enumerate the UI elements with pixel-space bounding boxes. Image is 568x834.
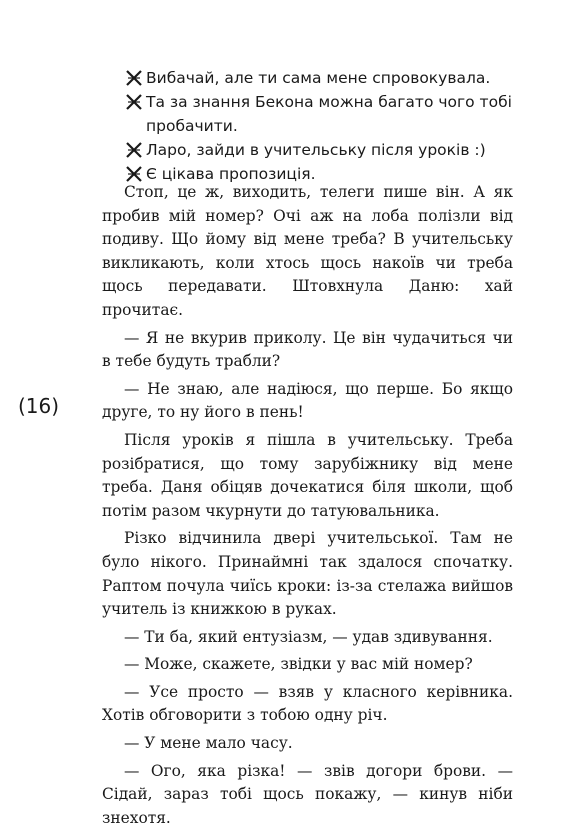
paragraph: — Ого, яка різка! — звів догори брови. — Сідай, зараз тобі щось покажу, — кинув ніби знехотя. [102,761,513,827]
message-bullet-icon [124,90,144,114]
message-text: Та за знання Бекона можна багато чого тобі пробачити. [146,93,512,135]
paragraph: Різко відчинила двері учительської. Там не було нікого. Принаймні так здалося спочатку. Раптом почула чиїсь кроки: із-за стелажа вийшов учитель із книжкою в руках. [102,529,513,619]
body-text [102,181,513,834]
paragraph: — У мене мало часу. [124,734,293,753]
paragraph: — Я не вкурив приколу. Це він чудачиться чи в тебе будуть трабли? [102,328,513,371]
message-line [124,90,534,138]
paragraph: Стоп, це ж, виходить, телеги пише він. А як пробив мій номер? Очі аж на лоба полізли від подиву. Що йому від мене треба? В учительську викликають, коли хтось щось накоїв чи треба щось передавати. Штовхнула Даню: хай прочитає. [102,183,513,319]
paragraph: Після уроків я пішла в учительську. Треба розібратися, що тому зарубіжнику від мене треба. Даня обіцяв дочекатися біля школи, щоб потім разом чкурнути до татуювальника. [102,430,513,520]
paragraph: — Ти ба, який ентузіазм, — удав здивування. [124,627,493,646]
page-number: (16) [18,394,60,418]
message-line [124,66,534,90]
message-bullet-icon [124,66,144,90]
text-messages [124,66,534,186]
message-text: Ларо, зайди в учительську після уроків :) [146,141,486,159]
paragraph: — Може, скажете, звідки у вас мій номер? [124,655,473,674]
paragraph: — Усе просто — взяв у класного керівника. Хотів обговорити з тобою одну річ. [102,682,513,725]
message-line [124,138,534,162]
message-bullet-icon [124,138,144,162]
paragraph: — Не знаю, але надіюся, що перше. Бо якщо друге, то ну його в пень! [102,379,513,422]
message-text: Є цікава пропозиція. [146,165,316,183]
message-text: Вибачай, але ти сама мене спровокувала. [146,69,491,87]
